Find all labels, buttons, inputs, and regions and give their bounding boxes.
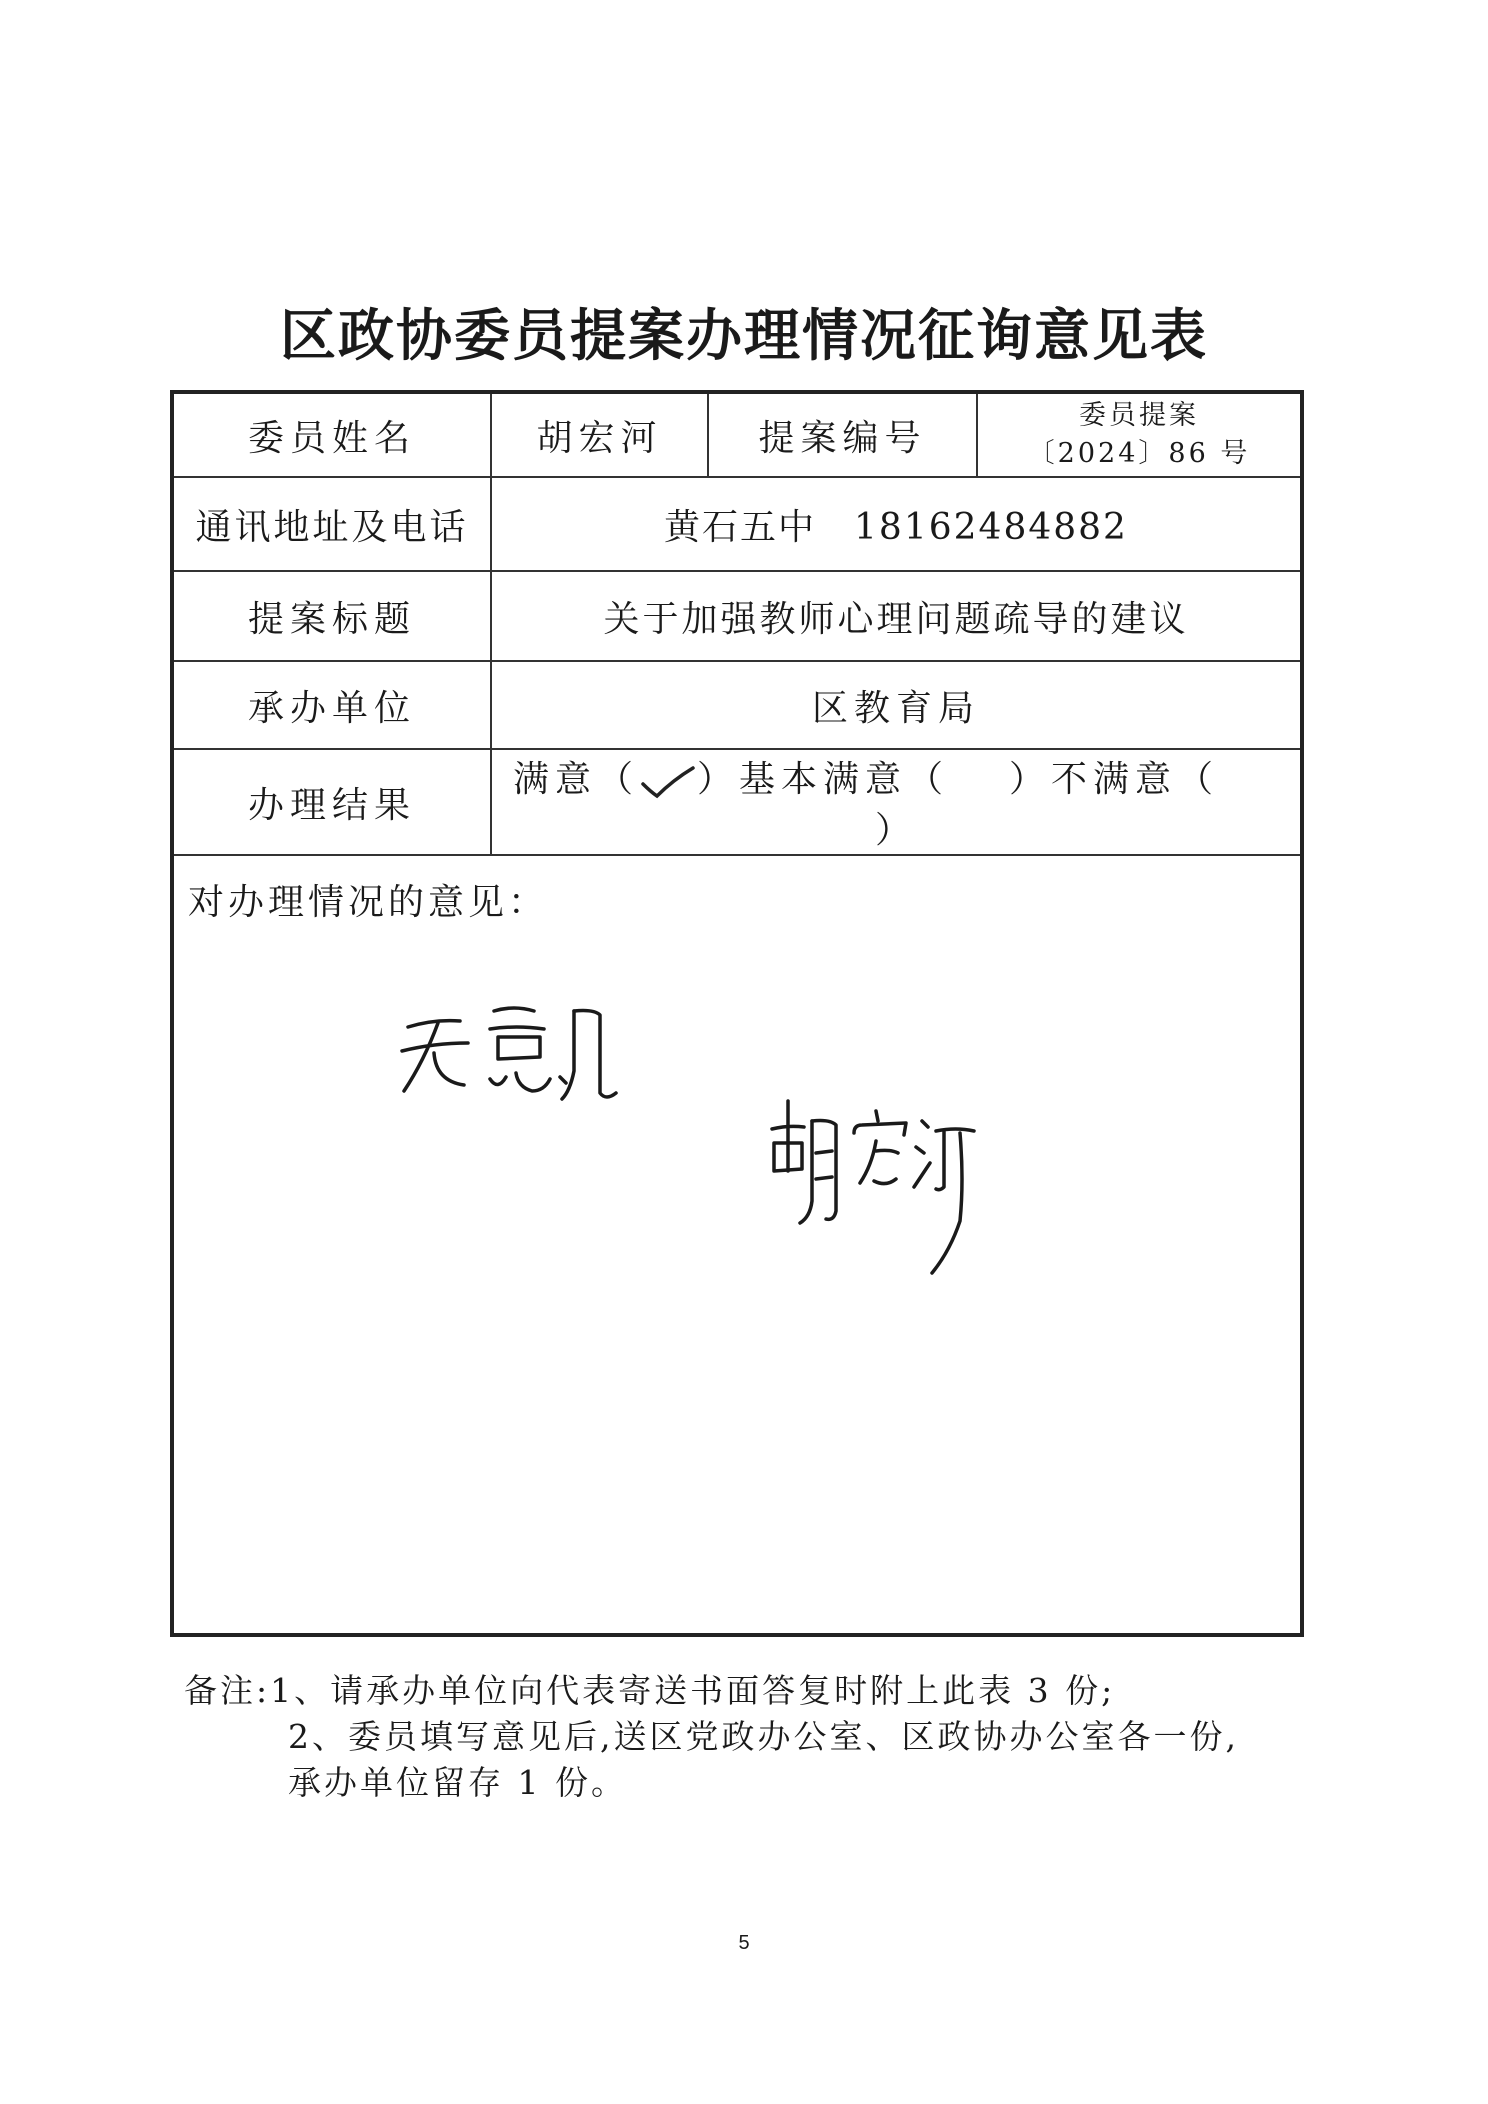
result-label: 办理结果: [172, 749, 491, 855]
result-options: [491, 749, 1302, 855]
table-row: [172, 477, 1302, 571]
result-unsatisfied-text: ）不满意（: [1009, 759, 1220, 800]
proposal-title-label: 提案标题: [172, 571, 491, 661]
table-row: [172, 661, 1302, 749]
contact-label: 通讯地址及电话: [172, 477, 491, 571]
table-row: [172, 571, 1302, 661]
table-row: [172, 749, 1302, 855]
opinion-cell: [172, 855, 1302, 1635]
form-title: 区政协委员提案办理情况征询意见表: [280, 304, 1208, 369]
result-basic-text: ）基本满意（: [696, 759, 949, 800]
proposal-number-label: 提案编号: [708, 392, 977, 477]
handwritten-signature-image: [764, 1091, 984, 1281]
contact-value: 黄石五中 18162484882: [491, 477, 1302, 571]
result-close-paren: ）: [874, 810, 917, 851]
member-name-value: 胡宏河: [491, 392, 708, 477]
note-line-3: 承办单位留存 1 份。: [288, 1763, 627, 1802]
opinion-label: 对办理情况的意见：: [188, 882, 549, 923]
table-row: [172, 855, 1302, 1635]
form-notes: [184, 1668, 1334, 1806]
proposal-number-line2: 〔2024〕86 号: [1027, 438, 1251, 469]
check-mark-icon: [639, 762, 697, 802]
handling-unit-value: 区教育局: [491, 661, 1302, 749]
note-line-2: 2、委员填写意见后,送区党政办公室、区政协办公室各一份,: [288, 1717, 1239, 1756]
proposal-title-value: 关于加强教师心理问题疏导的建议: [491, 571, 1302, 661]
proposal-number-value: [977, 392, 1302, 477]
proposal-number-line1: 委员提案: [1079, 400, 1199, 431]
table-row: [172, 392, 1302, 477]
result-satisfied-text: 满意（: [512, 759, 639, 800]
feedback-form-table: [170, 390, 1304, 1637]
note-line-1: 备注:1、请承办单位向代表寄送书面答复时附上此表 3 份;: [184, 1671, 1116, 1710]
handling-unit-label: 承办单位: [172, 661, 491, 749]
page-number: 5: [738, 1932, 750, 1954]
handwritten-opinion-image: [394, 981, 624, 1111]
member-name-label: 委员姓名: [172, 392, 491, 477]
